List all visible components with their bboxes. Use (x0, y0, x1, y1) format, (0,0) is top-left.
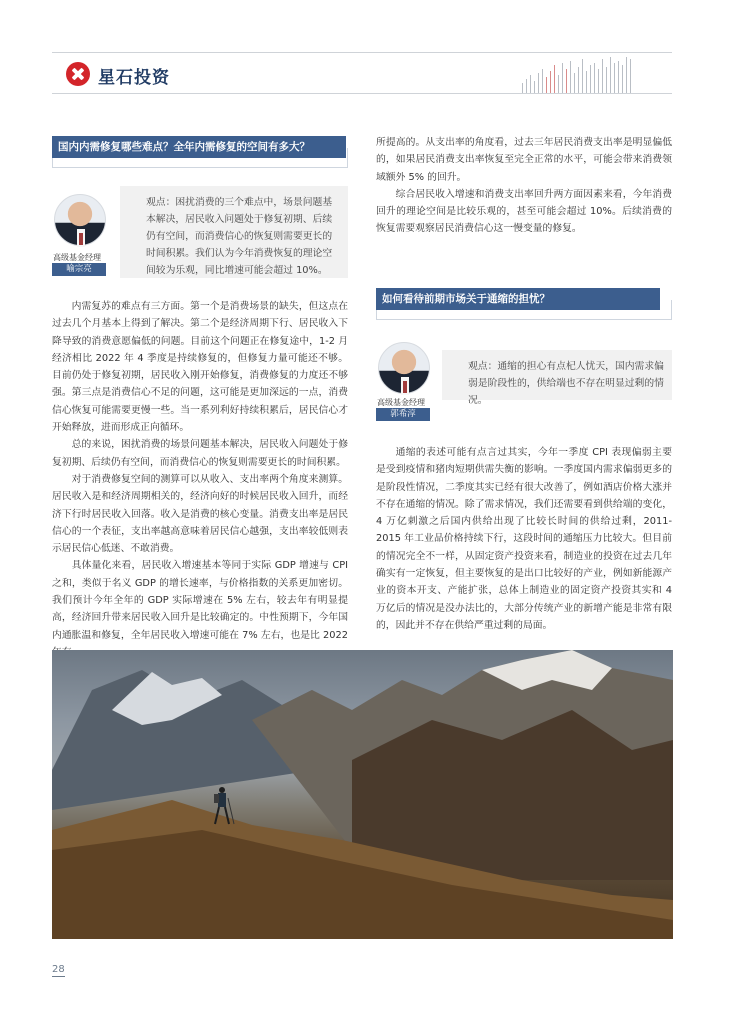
paragraph: 具体量化来看，居民收入增速基本等同于实际 GDP 增速与 CPI 之和，类似于名义 GDP 的增长速率，与价格指数的关系更加密切。我们预计今年全年的 GDP 实际增速在 5% 左右，较去年有明显提高，经济回升带来居民收入回升是比较确定的。中性预期下，今年国内通胀温和修复，全年居民收入增速可能在 7% 左右，也是比 2022 (52, 560, 348, 641)
manager-avatar (378, 342, 430, 394)
quote-box: 观点：通缩的担心有点杞人忧天，国内需求偏弱是阶段性的，供给端也不存在明显过剩的情况。 (442, 350, 672, 400)
manager-role: 高级基金经理 (377, 398, 425, 407)
hiker-on-mountain-ridge-photo (52, 650, 673, 939)
paragraph: 内需复苏的难点有三方面。第一个是消费场景的缺失，但这点在过去几个月基本上得到了解决。第二个是经济周期下行、居民收入下降导致的消费意愿偏低的问题。目前这个问题正在修复途中，1-2 月经济相比 2022 年 4 季度是持续修复的，但修复力量可能还不够。目前仍处于修复初期，居民收入刚开始修复，消费修复的力度还不够强。第三点是消费信心不足的问题，这可能是更加深远的一点，消费信心恢复可能需要更慢一些。当一系列利好持续积累后，居民信心才开始释放，进而形成正向循环。 (52, 301, 348, 434)
paragraph: 通缩的表述可能有点言过其实，今年一季度 CPI 表现偏弱主要是受到疫情和猪肉短期供需失衡的影响。一季度国内需求偏弱更多的是阶段性情况，二季度其实已经有很大改善了，例如酒店价格大涨并不存在通缩的情况。除了需求情况，我们还需要看到供给端的变化，4 万亿刺激之后国内供给出现了比较长时间的供给过剩，2011-2015 年工业品价格持续下行，这段时间的通缩压力比较大。但目前的情况完全不一样，从固定资产投资来看，制造业的投资在过去几年确实有一定恢复，但主要恢复的是出口比较好的产业，例如新能源产业的资本开支、产能扩张，总体上制造业的固定资产投资其实和 4 万亿后的情况是没办法比的，大部分传统产业的新增产能是非常有限的，因此并不存在供给严重过剩的局面。 (376, 447, 672, 631)
right-column-top (376, 134, 672, 238)
manager-name-tag: 喻宗亮 (52, 263, 106, 276)
section2-heading: 如何看待前期市场关于通缩的担忧？ (376, 288, 660, 310)
paragraph: 所提高的。从支出率的角度看，过去三年居民消费支出率是明显偏低的，如果居民消费支出率恢复至完全正常的水平，可能会带来消费领域额外 5% 的回升。 (376, 137, 672, 183)
paragraph: 对于消费修复空间的测算可以从收入、支出率两个角度来测算。居民收入是和经济周期相关的，经济向好的时候居民收入回升，而经济下行时居民收入回落。收入是消费的核心变量。消费支出率是居民信心的一个表征，支出率越高意味着居民信心越强，支出率较低则表示居民信心低迷、不敢消费。 (52, 473, 348, 555)
manager-name-tag: 郭希淳 (376, 408, 430, 421)
brand-name: 星石投资 (98, 68, 170, 88)
decorative-bars (522, 57, 672, 93)
page-header (52, 52, 672, 94)
paragraph: 总的来说，困扰消费的场景问题基本解决，居民收入问题处于修复初期、后续仍有空间，而消费信心的恢复则需要更长的时间积累。 (52, 439, 348, 468)
left-column (52, 298, 348, 661)
right-column-bottom (376, 444, 672, 634)
page-number: 28 (52, 964, 65, 975)
quote-box: 观点：困扰消费的三个难点中，场景问题基本解决，居民收入问题处于修复初期、后续仍有空间，而消费信心的恢复则需要更长的时间积累。我们认为今年消费恢复的理论空间较为乐观，同比增速可能会超过 10%。 (120, 186, 348, 278)
section1-heading: 国内内需修复哪些难点？全年内需修复的空间有多大？ (52, 136, 346, 158)
paragraph: 综合居民收入增速和消费支出率回升两方面因素来看，今年消费回升的理论空间是比较乐观的，甚至可能会超过 10%。后续消费的恢复需要观察居民消费信心这一慢变量的修复。 (376, 188, 672, 235)
manager-avatar (54, 194, 106, 246)
manager-role: 高级基金经理 (53, 253, 101, 262)
x-mark-logo-icon (66, 62, 90, 86)
